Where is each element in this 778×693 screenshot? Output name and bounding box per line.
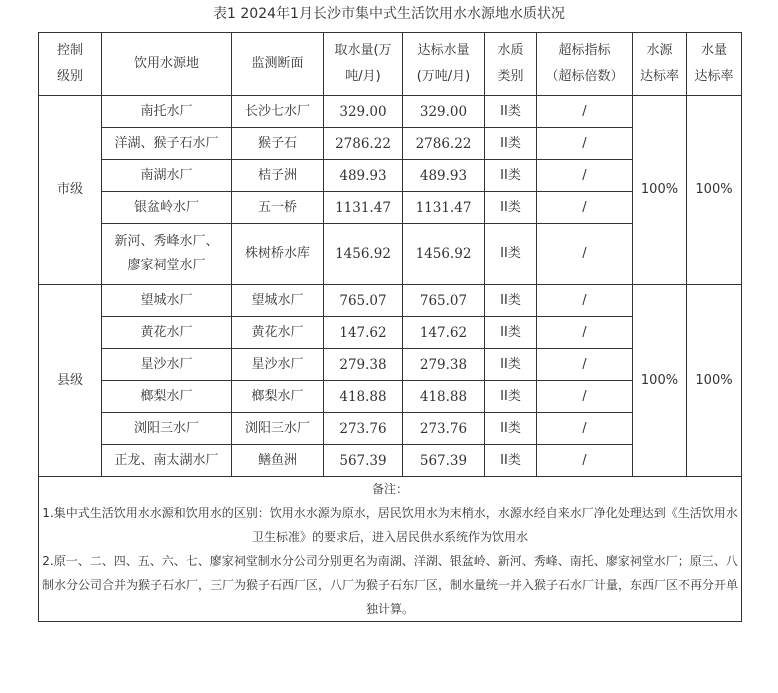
standard-cell: 489.93 [403,160,485,192]
water-rate-cell: 100% [687,285,742,477]
exceed-cell: / [537,285,633,317]
section-cell: 猴子石 [232,128,324,160]
header-section: 监测断面 [232,33,324,96]
intake-cell: 418.88 [324,381,403,413]
source-cell: 浏阳三水厂 [102,413,232,445]
source-cell: 南托水厂 [102,96,232,128]
intake-cell: 329.00 [324,96,403,128]
table-row [39,96,742,128]
header-level: 控制 级别 [39,33,102,96]
source-cell: 正龙、南太湖水厂 [102,445,232,477]
standard-cell: 273.76 [403,413,485,445]
intake-cell: 273.76 [324,413,403,445]
header-exceed: 超标指标 （超标倍数） [537,33,633,96]
section-cell: 星沙水厂 [232,349,324,381]
section-cell: 株树桥水库 [232,224,324,285]
section-cell: 浏阳三水厂 [232,413,324,445]
water-rate-cell: 100% [687,96,742,285]
header-standard: 达标水量 (万吨/月) [403,33,485,96]
exceed-cell: / [537,413,633,445]
header-source: 饮用水源地 [102,33,232,96]
source-cell: 黄花水厂 [102,317,232,349]
section-cell: 黄花水厂 [232,317,324,349]
notes-cell [39,477,742,622]
intake-cell: 279.38 [324,349,403,381]
standard-cell: 765.07 [403,285,485,317]
section-cell: 望城水厂 [232,285,324,317]
standard-cell: 567.39 [403,445,485,477]
table-title: 表1 2024年1月长沙市集中式生活饮用水水源地水质状况 [213,6,565,22]
notes-label: 备注： [371,482,408,496]
exceed-cell: / [537,96,633,128]
intake-cell: 1456.92 [324,224,403,285]
section-cell: 榔梨水厂 [232,381,324,413]
intake-cell: 567.39 [324,445,403,477]
exceed-cell: / [537,192,633,224]
section-cell: 鳝鱼洲 [232,445,324,477]
source-cell: 望城水厂 [102,285,232,317]
source-rate-cell: 100% [633,285,687,477]
level-cell: 市级 [39,96,102,285]
class-cell: II类 [485,192,537,224]
source-cell: 洋湖、猴子石水厂 [102,128,232,160]
intake-cell: 1131.47 [324,192,403,224]
exceed-cell: / [537,349,633,381]
class-cell: II类 [485,317,537,349]
table-row [39,285,742,317]
header-class: 水质 类别 [485,33,537,96]
intake-cell: 489.93 [324,160,403,192]
source-cell: 南湖水厂 [102,160,232,192]
source-cell: 银盆岭水厂 [102,192,232,224]
exceed-cell: / [537,317,633,349]
class-cell: II类 [485,285,537,317]
class-cell: II类 [485,381,537,413]
water-quality-table [38,32,742,622]
class-cell: II类 [485,160,537,192]
exceed-cell: / [537,128,633,160]
exceed-cell: / [537,381,633,413]
class-cell: II类 [485,128,537,160]
source-cell: 星沙水厂 [102,349,232,381]
standard-cell: 1456.92 [403,224,485,285]
class-cell: II类 [485,96,537,128]
standard-cell: 418.88 [403,381,485,413]
header-intake: 取水量(万 吨/月) [324,33,403,96]
level-cell: 县级 [39,285,102,477]
source-cell: 榔梨水厂 [102,381,232,413]
notes-row [39,477,742,622]
section-cell: 长沙七水厂 [232,96,324,128]
class-cell: II类 [485,413,537,445]
exceed-cell: / [537,160,633,192]
exceed-cell: / [537,224,633,285]
section-cell: 五一桥 [232,192,324,224]
source-cell: 新河、秀峰水厂、 廖家祠堂水厂 [102,224,232,285]
standard-cell: 147.62 [403,317,485,349]
intake-cell: 765.07 [324,285,403,317]
class-cell: II类 [485,224,537,285]
standard-cell: 279.38 [403,349,485,381]
intake-cell: 147.62 [324,317,403,349]
exceed-cell: / [537,445,633,477]
section-cell: 桔子洲 [232,160,324,192]
note-1: 1.集中式生活饮用水水源和饮用水的区别：饮用水水源为原水，居民饮用水为末梢水，水源水经自来水厂净化处理达到《生活饮用水卫生标准》的要求后，进入居民供水系统作为饮用水 [42,506,738,544]
source-rate-cell: 100% [633,96,687,285]
class-cell: II类 [485,445,537,477]
class-cell: II类 [485,349,537,381]
standard-cell: 1131.47 [403,192,485,224]
header-source-rate: 水源 达标率 [633,33,687,96]
standard-cell: 329.00 [403,96,485,128]
header-water-rate: 水量 达标率 [687,33,742,96]
standard-cell: 2786.22 [403,128,485,160]
note-2: 2.原一、二、四、五、六、七、廖家祠堂制水分公司分别更名为南湖、洋湖、银盆岭、新河、秀峰、南托、廖家祠堂水厂；原三、八制水分公司合并为猴子石水厂，三厂为猴子石西厂区，八厂为猴子石东厂区，制水量统一并入猴子石水厂计量，东西厂区不再分开单独计算。 [41,554,738,616]
header-row [39,33,742,96]
intake-cell: 2786.22 [324,128,403,160]
